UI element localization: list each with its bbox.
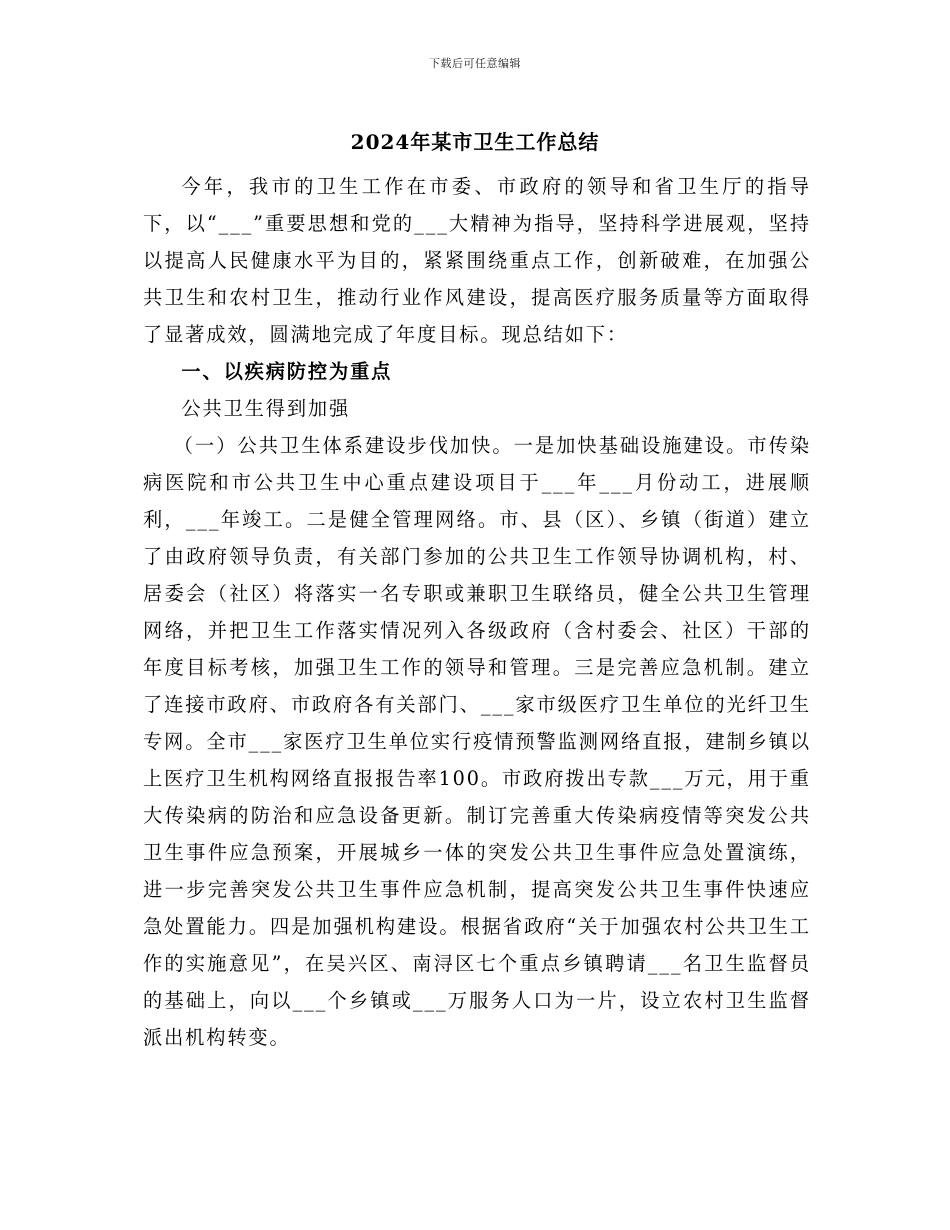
point-2-title: 二是健全管理网络 [306,508,478,531]
point-4-title: 四是加强机构建设 [270,915,440,938]
section-subheading-public-health: 公共卫生得到加强 [181,397,351,420]
document-body [143,168,811,1056]
paragraph-public-health-system [143,427,811,1056]
section-heading-disease-control: 一、以疾病防控为重点 [181,360,393,383]
header-note: 下载后可任意编辑 [429,57,521,70]
intro-paragraph: 今年，我市的卫生工作在市委、市政府的领导和省卫生厅的指导下，以“___”重要思想和党的___大精神为指导，坚持科学进展观，坚持以提高人民健康水平为目的，紧紧围绕重点工作，创新破难，在加强公共卫生和农村卫生，推动行业作风建设，提高医疗服务质量等方面取得了显著成效，圆满地完成了年度目标。现总结如下： [143,175,811,346]
point-4-text: 。根据省政府“关于加强农村公共卫生工作的实施意见”，在吴兴区、南浔区七个重点乡镇聘请___名卫生监督员的基础上，向以___个乡镇或___万服务人口为一片，设立农村卫生监督派出机构转变。 [143,915,812,1049]
document-title: 2024年某市卫生工作总结 [350,130,600,154]
point-3-text: 。建立了连接市政府、市政府各有关部门、___家市级医疗卫生单位的光纤卫生专网。全市___家医疗卫生单位实行疫情预警监测网络直报，建制乡镇以上医疗卫生机构网络直报报告率100。市政府拨出专款___万元，用于重大传染病的防治和应急设备更新。制订完善重大传染病疫情等突发公共卫生事件应急预案，开展城乡一体的突发公共卫生事件应急处置演练，进一步完善突发公共卫生事件应急机制，提高突发公共卫生事件快速应急处置能力。 [143,656,812,938]
point-2-text: 。市、县（区）、乡镇（街道）建立了由政府领导负责，有关部门参加的公共卫生工作领导协调机构，村、居委会（社区）将落实一名专职或兼职卫生联络员，健全公共卫生管理网络，并把卫生工作落实情况列入各级政府（含村委会、社区）干部的年度目标考核，加强卫生工作的领导和管理。 [143,508,811,679]
paragraph-lead: （一）公共卫生体系建设步伐加快。 [173,434,514,457]
point-3-title: 三是完善应急机制 [574,656,747,679]
point-1-text: 。市传染病医院和市公共卫生中心重点建设项目于___年___月份动工，进展顺利，___年竣工。 [143,434,812,531]
point-1-title: 一是加快基础设施建设 [513,434,727,457]
